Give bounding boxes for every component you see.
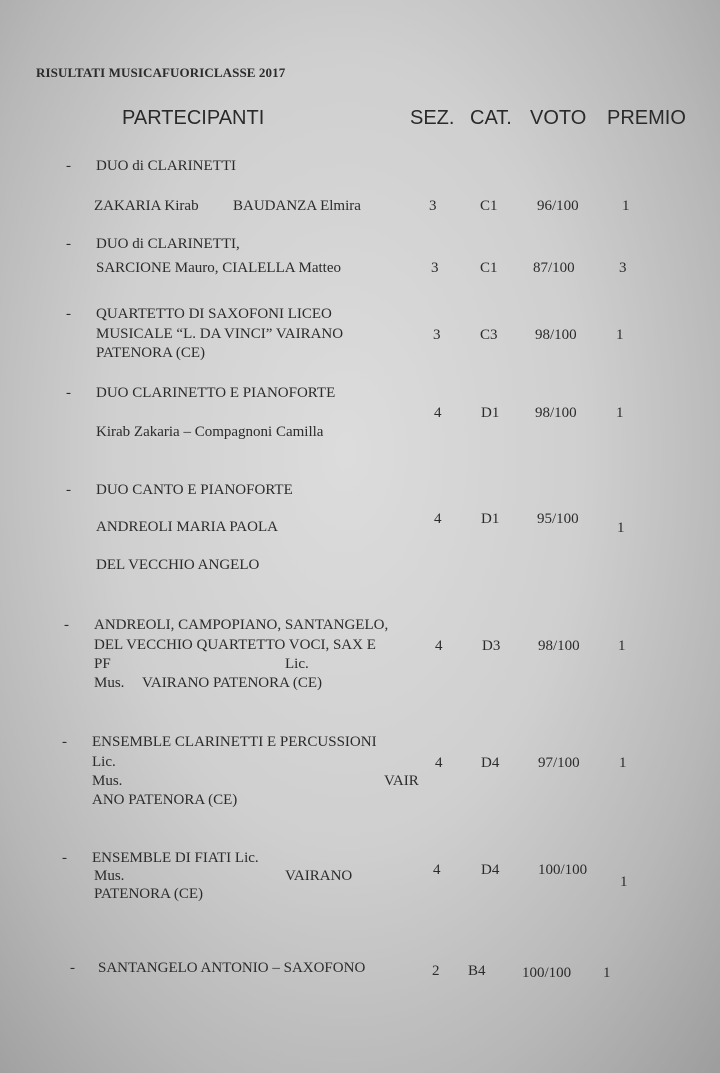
cat-value: D4 — [481, 755, 500, 771]
participant-line: VAIR — [384, 773, 419, 789]
cat-value: D4 — [481, 862, 500, 878]
sez-value: 3 — [431, 260, 439, 276]
premio-value: 1 — [619, 755, 627, 771]
cat-value: B4 — [468, 963, 486, 979]
sez-value: 3 — [433, 327, 441, 343]
row-dash: - — [70, 960, 75, 976]
participant-line: DUO CANTO E PIANOFORTE — [96, 482, 293, 498]
cat-value: D3 — [482, 638, 501, 654]
participant-line: ENSEMBLE DI FIATI Lic. — [92, 850, 259, 866]
header-partecipanti: PARTECIPANTI — [122, 107, 265, 129]
voto-value: 96/100 — [537, 198, 579, 214]
participant-line: PF — [94, 656, 111, 672]
participant-line: Mus. — [94, 868, 125, 884]
participant-line: Lic. — [92, 754, 116, 770]
voto-value: 98/100 — [535, 327, 577, 343]
sez-value: 4 — [434, 405, 442, 421]
participant-line: VAIRANO — [285, 868, 353, 884]
participant-line: DEL VECCHIO QUARTETTO VOCI, SAX E — [94, 637, 376, 653]
premio-value: 1 — [620, 874, 628, 890]
participant-line: QUARTETTO DI SAXOFONI LICEO — [96, 306, 332, 322]
sez-value: 4 — [433, 862, 441, 878]
participant-line: DEL VECCHIO ANGELO — [96, 557, 260, 573]
row-dash: - — [66, 482, 71, 498]
participant-line: SARCIONE Mauro, CIALELLA Matteo — [96, 260, 341, 276]
sez-value: 2 — [432, 963, 440, 979]
premio-value: 1 — [616, 405, 624, 421]
header-voto: VOTO — [530, 107, 587, 129]
participant-line: PATENORA (CE) — [96, 345, 206, 361]
premio-value: 1 — [617, 520, 625, 536]
row-dash: - — [62, 850, 67, 866]
header-cat: CAT. — [470, 107, 512, 129]
row-dash: - — [64, 617, 69, 633]
participant-line: PATENORA (CE) — [94, 886, 204, 902]
participant-line: VAIRANO PATENORA (CE) — [142, 675, 323, 691]
premio-value: 1 — [603, 965, 611, 981]
participant-line: DUO di CLARINETTI, — [96, 236, 240, 252]
voto-value: 100/100 — [538, 862, 588, 878]
voto-value: 98/100 — [535, 405, 577, 421]
voto-value: 97/100 — [538, 755, 580, 771]
participant-line: ZAKARIA Kirab — [94, 198, 199, 214]
participant-line: SANTANGELO ANTONIO – SAXOFONO — [98, 960, 366, 976]
row-dash: - — [66, 236, 71, 252]
participant-line: DUO di CLARINETTI — [96, 158, 236, 174]
participant-line: Kirab Zakaria – Compagnoni Camilla — [96, 424, 324, 440]
cat-value: D1 — [481, 405, 500, 421]
header-sez: SEZ. — [410, 107, 455, 129]
voto-value: 98/100 — [538, 638, 580, 654]
voto-value: 100/100 — [522, 965, 572, 981]
row-dash: - — [66, 385, 71, 401]
cat-value: C1 — [480, 260, 498, 276]
document-title: RISULTATI MUSICAFUORICLASSE 2017 — [36, 65, 286, 80]
participant-line: ANDREOLI, CAMPOPIANO, SANTANGELO, — [94, 617, 389, 633]
sez-value: 4 — [435, 638, 443, 654]
participant-line: ANDREOLI MARIA PAOLA — [96, 519, 278, 535]
participant-line: MUSICALE “L. DA VINCI” VAIRANO — [96, 326, 344, 342]
premio-value: 1 — [618, 638, 626, 654]
voto-value: 87/100 — [533, 260, 575, 276]
participant-line: Lic. — [285, 656, 309, 672]
row-dash: - — [62, 734, 67, 750]
header-premio: PREMIO — [607, 107, 686, 129]
premio-value: 3 — [619, 260, 627, 276]
sez-value: 3 — [429, 198, 437, 214]
participant-line: ENSEMBLE CLARINETTI E PERCUSSIONI — [92, 734, 377, 750]
sez-value: 4 — [434, 511, 442, 527]
participant-line: ANO PATENORA (CE) — [92, 792, 238, 808]
sez-value: 4 — [435, 755, 443, 771]
cat-value: C3 — [480, 327, 498, 343]
participant-line: BAUDANZA Elmira — [233, 198, 361, 214]
row-dash: - — [66, 158, 71, 174]
premio-value: 1 — [616, 327, 624, 343]
participant-line: Mus. — [94, 675, 125, 691]
participant-line: Mus. — [92, 773, 123, 789]
voto-value: 95/100 — [537, 511, 579, 527]
premio-value: 1 — [622, 198, 630, 214]
cat-value: D1 — [481, 511, 500, 527]
row-dash: - — [66, 306, 71, 322]
cat-value: C1 — [480, 198, 498, 214]
participant-line: DUO CLARINETTO E PIANOFORTE — [96, 385, 336, 401]
